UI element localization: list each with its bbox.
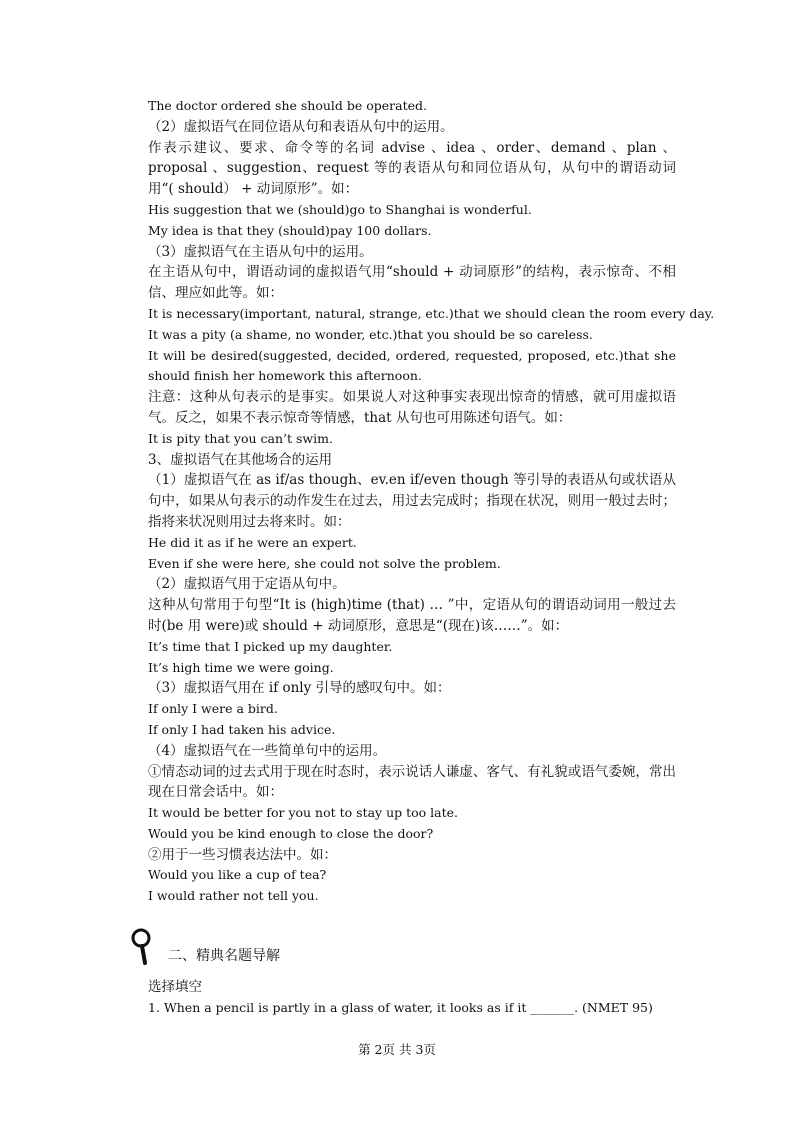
subheading: （3）虚拟语气在主语从句中的运用。	[148, 243, 373, 260]
exercise-heading: 选择填空	[148, 979, 202, 996]
subheading: （2）虚拟语气在同位语从句和表语从句中的运用。	[148, 118, 454, 135]
example-sentence: It’s high time we were going.	[148, 659, 334, 675]
paragraph: 在主语从句中，谓语动词的虚拟语气用“should + 动词原形”的结构，表示惊奇、不相信、理应如此等。如：	[148, 264, 676, 302]
example-sentence: I would rather not tell you.	[148, 888, 319, 904]
example-sentence: It was a pity (a shame, no wonder, etc.)that you should be so careless.	[148, 326, 593, 342]
subheading: （4）虚拟语气在一些简单句中的运用。	[148, 742, 387, 759]
example-sentence: If only I were a bird.	[148, 701, 278, 717]
page-footer: 第 2页 共 3页	[358, 1042, 436, 1057]
subheading: （2）虚拟语气用于定语从句中。	[148, 576, 346, 593]
example-sentence: It is pity that you can’t swim.	[148, 430, 333, 446]
subheading: （3）虚拟语气用在 if only 引导的感叹句中。如：	[148, 680, 451, 697]
magnifier-icon	[130, 927, 156, 967]
paragraph: 这种从句常用于句型“It is (high)time (that) … ”中，定语从句的谓语动词用一般过去时(be 用 were)或 should + 动词原形，意思是“(现在)该……”。如：	[148, 597, 676, 634]
document-body	[148, 96, 715, 1019]
text-line: The doctor ordered she should be operated.	[148, 98, 428, 113]
example-sentence: It will be desired(suggested, decided, ordered, requested, proposed, etc.)that she should finish her homework this afternoon.	[148, 347, 676, 384]
example-sentence: Would you like a cup of tea?	[148, 867, 327, 883]
example-sentence: His suggestion that we (should)go to Shanghai is wonderful.	[148, 201, 532, 217]
example-sentence: If only I had taken his advice.	[148, 721, 336, 737]
section-header	[148, 931, 676, 971]
paragraph: ①情态动词的过去式用于现在时态时，表示说话人谦虚、客气、有礼貌或语气委婉，常出现在日常会话中。如：	[148, 763, 676, 801]
example-sentence: Would you be kind enough to close the door?	[148, 825, 434, 841]
example-sentence: Even if she were here, she could not solve the problem.	[148, 555, 501, 571]
subheading: 3、虚拟语气在其他场合的运用	[148, 451, 333, 468]
example-sentence: He did it as if he were an expert.	[148, 534, 357, 550]
example-sentence: It would be better for you not to stay up too late.	[148, 805, 458, 821]
subheading: ②用于一些习惯表达法中。如：	[148, 846, 337, 863]
example-sentence: It’s time that I picked up my daughter.	[148, 638, 393, 654]
section-title: 二、精典名题导解	[168, 948, 280, 965]
example-sentence: My idea is that they (should)pay 100 dollars.	[148, 222, 432, 238]
question-1: 1. When a pencil is partly in a glass of water, it looks as if it _______. (NMET 95)	[148, 999, 653, 1015]
example-sentence: It is necessary(important, natural, strange, etc.)that we should clean the room every day.	[148, 305, 715, 321]
note-paragraph: 注意：这种从句表示的是事实。如果说人对这种事实表现出惊奇的情感，就可用虚拟语气。反之，如果不表示惊奇等情感，that 从句也可用陈述句语气。如：	[148, 389, 676, 426]
paragraph: 作表示建议、要求、命令等的名词 advise 、idea 、order、demand 、plan 、proposal 、suggestion、request 等的表语从句和同位语从句，从句中的谓语动词用“( should） + 动词原形”。如：	[148, 139, 676, 198]
paragraph: （1）虚拟语气在 as if/as though、ev.en if/even though 等引导的表语从句或状语从句中，如果从句表示的动作发生在过去，用过去完成时；指现在状况，则用一般过去时；指将来状况则用过去将来时。如：	[148, 472, 676, 530]
